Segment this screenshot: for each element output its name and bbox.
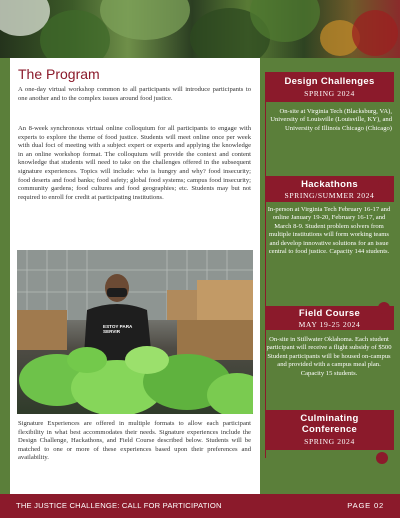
timeline-dot bbox=[378, 178, 390, 190]
hackathons-text: In-person at Virginia Tech February 16-17 and online January 19-20, February 16-17, and March 8-9. Student problem solvers from multiple institutions will form working teams and develop innovative solutions for an issue central to food justice. Capacity 144 students. bbox=[267, 206, 391, 256]
culminating-date: SPRING 2024 bbox=[304, 437, 355, 446]
timeline-dot bbox=[376, 452, 388, 464]
timeline-line bbox=[265, 78, 266, 458]
culminating-heading-line2: Conference bbox=[301, 424, 358, 435]
timeline-dot bbox=[378, 302, 390, 314]
volunteer-illustration bbox=[17, 250, 253, 414]
page-footer bbox=[0, 494, 400, 518]
hackathons-header bbox=[265, 176, 394, 202]
culminating-conference-header bbox=[265, 410, 394, 450]
design-challenges-text: On-site at Virginia Tech (Blacksburg, VA), University of Louisville (Louisville, KY), and University of Illinois Chicago (Chicago) bbox=[270, 108, 392, 132]
hackathons-heading: Hackathons bbox=[301, 179, 358, 190]
program-content-panel bbox=[10, 58, 260, 494]
field-course-heading: Field Course bbox=[298, 308, 361, 319]
design-challenges-heading: Design Challenges bbox=[284, 76, 375, 87]
hero-produce-image bbox=[0, 0, 400, 58]
footer-title: THE JUSTICE CHALLENGE: CALL FOR PARTICIPATION bbox=[16, 501, 222, 510]
intro-paragraph: A one-day virtual workshop common to all participants will introduce participants to one another and to the complex issues around food justice. bbox=[18, 86, 251, 102]
colloquium-paragraph: An 8-week synchronous virtual online colloquium for all participants to engage with experts to explore the theme of food justice. Students will meet online once per week with dual foci of meeting with a subject expert or experts and applying the knowledge in an online workshop format. The colloquium will provide the context and content knowledge that students will need to take on the challenges offered in the subsequent signature experiences. Topics will include: who is hungry and why? food insecurity; food deserts and food banks; food safety; global food systems; campus food insecurity; community gardens; food cultures and food geographies; etc. Students may but not required to enroll for credit at participating institutions. bbox=[18, 125, 251, 201]
hackathons-date: SPRING/SUMMER 2024 bbox=[284, 191, 375, 200]
culminating-heading-line1: Culminating bbox=[300, 413, 359, 424]
page-title: The Program bbox=[18, 66, 100, 82]
design-challenges-header bbox=[265, 72, 394, 102]
experiences-paragraph: Signature Experiences are offered in multiple formats to allow each participant flexibility in what best accommodates their needs. Signature experiences include the Design Challenge, Hackathons, and Field Course described below. Students will be matched to one or more of these experiences based upon their preferences and availability. bbox=[18, 420, 251, 462]
volunteer-photo bbox=[17, 250, 253, 414]
field-course-text: On-site in Stillwater Oklahoma. Each student participant will receive a flight subsidy of $500 Student participants will be housed on-campus and provided with a campus meal plan. Capacity 15 students. bbox=[266, 336, 392, 377]
design-challenges-date: SPRING 2024 bbox=[304, 89, 355, 98]
shirt-text: ESTOY PARA SERVIR bbox=[103, 324, 133, 334]
field-course-header bbox=[265, 306, 394, 330]
field-course-date: MAY 19-25 2024 bbox=[298, 320, 361, 329]
page-number: PAGE 02 bbox=[347, 501, 384, 510]
